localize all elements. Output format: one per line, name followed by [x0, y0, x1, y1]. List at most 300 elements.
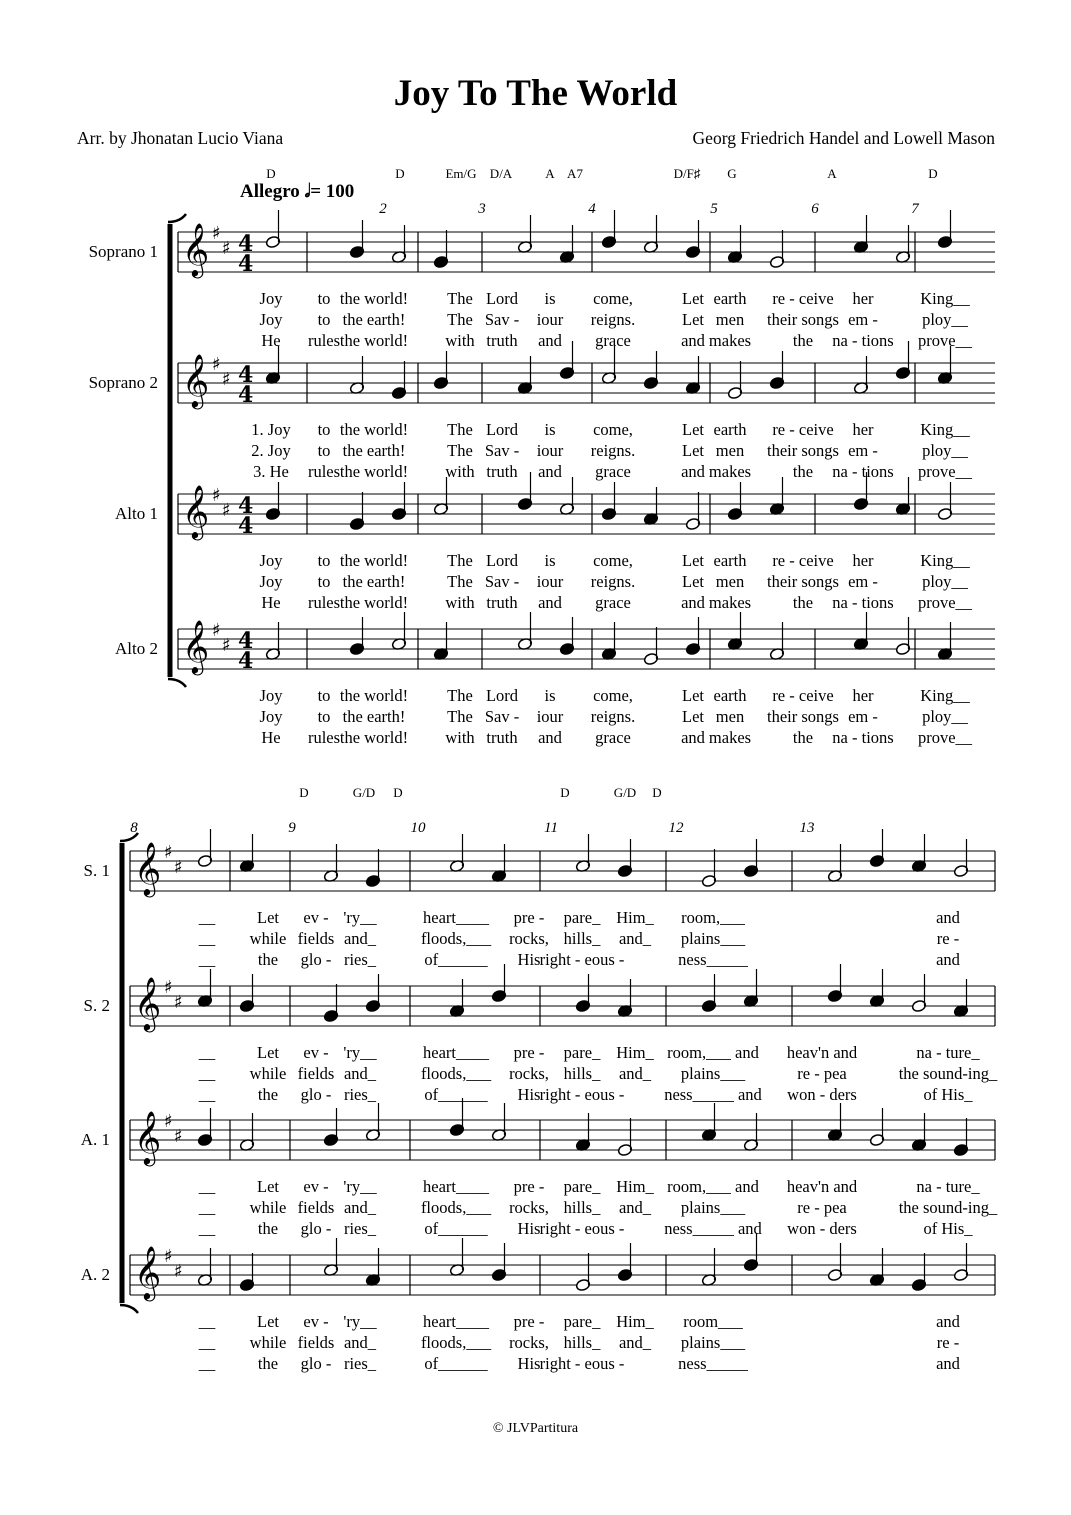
lyric-syllable: Let: [257, 1177, 279, 1196]
chord-symbol: Em/G: [445, 166, 477, 181]
lyric-syllable: the sound-ing_: [898, 1198, 998, 1217]
lyric-syllable: while: [249, 929, 287, 948]
lyric-syllable: come,: [593, 420, 633, 439]
lyric-syllable: grace: [595, 728, 631, 747]
lyric-syllable: to: [317, 420, 331, 439]
measure-number: 11: [544, 820, 558, 836]
lyric-syllable: ploy__: [922, 310, 968, 329]
lyric-syllable: her: [852, 551, 874, 570]
lyric-syllable: Let: [682, 441, 704, 460]
lyric-syllable: The: [447, 707, 473, 726]
lyric-syllable: Let: [257, 908, 279, 927]
lyric-syllable: of His_: [923, 1085, 973, 1104]
lyric-syllable: Sav -: [484, 310, 520, 329]
lyric-syllable: ries_: [343, 950, 377, 969]
time-signature-bottom: 4: [238, 251, 254, 277]
lyric-syllable: of______: [424, 1354, 488, 1373]
lyric-syllable: Sav -: [484, 707, 520, 726]
lyric-syllable: hills_: [563, 1198, 601, 1217]
lyric-syllable: Let: [682, 572, 704, 591]
lyric-syllable: His: [517, 1085, 541, 1104]
lyric-syllable: em -: [848, 310, 878, 329]
lyric-syllable: the: [257, 950, 279, 969]
lyric-syllable: He: [261, 728, 281, 747]
lyric-syllable: re - ceive: [772, 686, 834, 705]
lyric-syllable: and_: [618, 929, 652, 948]
measure-number: 5: [710, 201, 718, 217]
lyric-syllable: men: [715, 572, 745, 591]
half-note-icon: 𝅗𝅥: [304, 181, 311, 201]
lyric-syllable: and_: [343, 929, 377, 948]
lyric-syllable: the: [257, 1219, 279, 1238]
lyric-syllable: __: [198, 1064, 216, 1083]
lyric-syllable: and_: [343, 1333, 377, 1352]
lyric-syllable: rocks,: [509, 1333, 549, 1352]
lyric-syllable: of______: [424, 950, 488, 969]
lyric-syllable: na - ture_: [916, 1177, 980, 1196]
sharp-icon: ♯: [222, 500, 231, 521]
lyric-syllable: ev -: [303, 908, 329, 927]
treble-clef-icon: 𝄞: [134, 841, 162, 895]
lyric-syllable: of______: [424, 1085, 488, 1104]
lyric-syllable: __: [198, 1354, 216, 1373]
lyric-syllable: to: [317, 289, 331, 308]
bracket-bottom-hook: [120, 1305, 138, 1313]
lyric-syllable: ev -: [303, 1177, 329, 1196]
treble-clef-icon: 𝄞: [182, 619, 210, 673]
lyric-syllable: Let: [682, 686, 704, 705]
lyric-syllable: won - ders: [787, 1219, 857, 1238]
part-name: Soprano 1: [88, 242, 158, 261]
lyric-syllable: 1. Joy: [251, 420, 291, 439]
sharp-icon: ♯: [222, 238, 231, 259]
lyric-syllable: to: [317, 572, 331, 591]
part-name: Alto 1: [115, 504, 158, 523]
measure-number: 13: [799, 820, 815, 836]
lyric-syllable: pre -: [513, 908, 545, 927]
treble-clef-icon: 𝄞: [134, 1110, 162, 1164]
time-signature-top: 4: [238, 231, 254, 257]
lyric-syllable: His: [517, 1354, 541, 1373]
lyric-syllable: em -: [848, 707, 878, 726]
lyric-syllable: Sav -: [484, 441, 520, 460]
lyric-syllable: re - ceive: [772, 420, 834, 439]
lyric-syllable: pre -: [513, 1312, 545, 1331]
lyric-syllable: __: [198, 1333, 216, 1352]
sharp-icon: ♯: [212, 223, 221, 244]
lyric-syllable: pare_: [563, 908, 601, 927]
chord-symbol: D: [560, 785, 570, 800]
treble-clef-icon: 𝄞: [182, 484, 210, 538]
chord-symbol: G: [727, 166, 737, 181]
lyric-syllable: Let: [682, 289, 704, 308]
time-signature-top: 4: [238, 362, 254, 388]
lyric-syllable: __: [198, 908, 216, 927]
lyric-syllable: Let: [682, 310, 704, 329]
lyric-syllable: room,___ and: [667, 1043, 759, 1062]
lyric-syllable: heart____: [423, 908, 489, 927]
measure-number: 7: [911, 201, 919, 217]
lyric-syllable: The: [447, 551, 473, 570]
lyric-syllable: their songs: [767, 441, 839, 460]
treble-clef-icon: 𝄞: [134, 1245, 162, 1299]
lyric-syllable: heav'n and: [786, 1177, 858, 1196]
measure-number: 2: [379, 201, 387, 217]
lyric-syllable: and_: [618, 1064, 652, 1083]
lyric-syllable: right - eous -: [539, 1354, 625, 1373]
part-name: A. 2: [80, 1265, 110, 1284]
lyric-syllable: ries_: [343, 1219, 377, 1238]
lyric-syllable: ries_: [343, 1085, 377, 1104]
lyric-syllable: plains___: [680, 1064, 746, 1083]
sharp-icon: ♯: [164, 977, 173, 998]
lyric-syllable: reigns.: [590, 441, 636, 460]
lyric-syllable: of His_: [923, 1219, 973, 1238]
lyric-syllable: truth: [486, 331, 518, 350]
lyric-syllable: right - eous -: [539, 950, 625, 969]
lyric-syllable: to: [317, 441, 331, 460]
lyric-syllable: her: [852, 686, 874, 705]
time-signature-top: 4: [238, 493, 254, 519]
lyric-syllable: re -: [936, 1333, 960, 1352]
lyric-syllable: He: [261, 331, 281, 350]
lyric-syllable: right - eous -: [539, 1085, 625, 1104]
chord-symbol: A: [827, 166, 837, 181]
lyric-syllable: Joy: [259, 707, 283, 726]
time-signature-bottom: 4: [238, 382, 254, 408]
lyric-syllable: grace: [595, 462, 631, 481]
lyric-syllable: to: [317, 551, 331, 570]
chord-symbol: D: [395, 166, 405, 181]
lyric-syllable: truth: [486, 728, 518, 747]
lyric-syllable: The: [447, 420, 473, 439]
lyric-syllable: and: [538, 728, 562, 747]
lyric-syllable: and: [681, 593, 705, 612]
lyric-syllable: King__: [920, 420, 970, 439]
lyric-syllable: King__: [920, 551, 970, 570]
lyric-syllable: heart____: [423, 1312, 489, 1331]
composer-credit: Georg Friedrich Handel and Lowell Mason: [692, 128, 995, 148]
lyric-syllable: ev -: [303, 1312, 329, 1331]
lyric-syllable: Lord: [485, 420, 519, 439]
measure-number: 12: [668, 820, 684, 836]
sharp-icon: ♯: [212, 620, 221, 641]
measure-number: 10: [410, 820, 426, 836]
score-title: Joy To The World: [393, 73, 678, 114]
lyric-syllable: her: [852, 420, 874, 439]
time-signature-top: 4: [238, 628, 254, 654]
lyric-syllable: plains___: [680, 1333, 746, 1352]
sharp-icon: ♯: [212, 485, 221, 506]
sharp-icon: ♯: [164, 1111, 173, 1132]
measure-number: 3: [478, 201, 486, 217]
lyric-syllable: men: [715, 441, 745, 460]
lyric-syllable: Let: [257, 1043, 279, 1062]
lyric-syllable: the world!: [339, 593, 409, 612]
lyric-syllable: floods,___: [420, 929, 492, 948]
lyric-syllable: heart____: [423, 1177, 489, 1196]
lyric-syllable: her: [852, 289, 874, 308]
lyric-syllable: men: [715, 310, 745, 329]
lyric-syllable: the: [792, 728, 814, 747]
lyric-syllable: re - ceive: [772, 289, 834, 308]
lyric-syllable: 3. He: [253, 462, 289, 481]
lyric-syllable: hills_: [563, 1333, 601, 1352]
lyric-syllable: The: [447, 289, 473, 308]
lyric-syllable: Him_: [616, 1177, 654, 1196]
lyric-syllable: to: [317, 686, 331, 705]
lyric-syllable: na - tions: [832, 728, 894, 747]
lyric-syllable: rules: [307, 593, 341, 612]
lyric-syllable: ploy__: [922, 441, 968, 460]
lyric-syllable: pre -: [513, 1043, 545, 1062]
lyric-syllable: with: [445, 331, 475, 350]
lyric-syllable: King__: [920, 289, 970, 308]
chord-symbol: G/D: [613, 785, 637, 800]
lyric-syllable: 'ry__: [343, 1312, 377, 1331]
lyric-syllable: and: [681, 462, 705, 481]
lyric-syllable: Joy: [259, 572, 283, 591]
lyric-syllable: iour: [536, 310, 564, 329]
part-name: A. 1: [80, 1130, 110, 1149]
lyric-syllable: ploy__: [922, 572, 968, 591]
lyric-syllable: the world!: [339, 728, 409, 747]
lyric-syllable: ries_: [343, 1354, 377, 1373]
lyric-syllable: men: [715, 707, 745, 726]
lyric-syllable: to: [317, 707, 331, 726]
lyric-syllable: and: [538, 593, 562, 612]
lyric-syllable: na - ture_: [916, 1043, 980, 1062]
lyric-syllable: reigns.: [590, 310, 636, 329]
lyric-syllable: with: [445, 593, 475, 612]
lyric-syllable: grace: [595, 593, 631, 612]
lyric-syllable: Lord: [485, 551, 519, 570]
lyric-syllable: glo -: [300, 1085, 332, 1104]
lyric-syllable: Let: [682, 420, 704, 439]
treble-clef-icon: 𝄞: [134, 976, 162, 1030]
lyric-syllable: rules: [307, 728, 341, 747]
lyric-syllable: come,: [593, 289, 633, 308]
sharp-icon: ♯: [174, 1126, 183, 1147]
lyric-syllable: na - tions: [832, 331, 894, 350]
lyric-syllable: makes: [708, 331, 752, 350]
lyric-syllable: with: [445, 462, 475, 481]
lyric-syllable: The: [447, 441, 473, 460]
lyric-syllable: reigns.: [590, 572, 636, 591]
lyric-syllable: fields: [297, 929, 335, 948]
lyric-syllable: earth: [713, 289, 747, 308]
lyric-syllable: the world!: [339, 420, 409, 439]
sharp-icon: ♯: [164, 1246, 173, 1267]
chord-symbol: D: [266, 166, 276, 181]
lyric-syllable: His: [517, 950, 541, 969]
lyric-syllable: floods,___: [420, 1064, 492, 1083]
lyric-syllable: The: [447, 310, 473, 329]
measure-number: 4: [588, 201, 596, 217]
lyric-syllable: floods,___: [420, 1333, 492, 1352]
lyric-syllable: __: [198, 1219, 216, 1238]
lyric-syllable: and: [936, 950, 960, 969]
lyric-syllable: makes: [708, 462, 752, 481]
lyric-syllable: the world!: [339, 331, 409, 350]
lyric-syllable: fields: [297, 1333, 335, 1352]
lyric-syllable: fields: [297, 1198, 335, 1217]
lyric-syllable: heav'n and: [786, 1043, 858, 1062]
lyric-syllable: the: [792, 593, 814, 612]
lyric-syllable: prove__: [917, 593, 973, 612]
lyric-syllable: __: [198, 1043, 216, 1062]
lyric-syllable: truth: [486, 593, 518, 612]
measure-number: 9: [288, 820, 296, 836]
measure-number: 8: [130, 820, 138, 836]
lyric-syllable: King__: [920, 686, 970, 705]
lyric-syllable: the earth!: [342, 572, 406, 591]
sharp-icon: ♯: [164, 842, 173, 863]
lyric-syllable: earth: [713, 686, 747, 705]
lyric-syllable: while: [249, 1198, 287, 1217]
lyric-syllable: and_: [618, 1198, 652, 1217]
lyric-syllable: glo -: [300, 950, 332, 969]
lyric-syllable: the: [792, 331, 814, 350]
lyric-syllable: and_: [343, 1064, 377, 1083]
lyric-syllable: truth: [486, 462, 518, 481]
lyric-syllable: pare_: [563, 1177, 601, 1196]
lyric-syllable: Lord: [485, 289, 519, 308]
lyric-syllable: re - ceive: [772, 551, 834, 570]
lyric-syllable: makes: [708, 593, 752, 612]
lyric-syllable: Him_: [616, 908, 654, 927]
lyric-syllable: is: [544, 420, 556, 439]
lyric-syllable: Joy: [259, 310, 283, 329]
lyric-syllable: right - eous -: [539, 1219, 625, 1238]
lyric-syllable: The: [447, 572, 473, 591]
lyric-syllable: __: [198, 1085, 216, 1104]
chord-symbol: D/A: [489, 166, 513, 181]
lyric-syllable: come,: [593, 686, 633, 705]
lyric-syllable: __: [198, 929, 216, 948]
lyric-syllable: their songs: [767, 310, 839, 329]
lyric-syllable: iour: [536, 441, 564, 460]
lyric-syllable: room___: [683, 1312, 743, 1331]
lyric-syllable: is: [544, 686, 556, 705]
lyric-syllable: __: [198, 1177, 216, 1196]
sharp-icon: ♯: [222, 369, 231, 390]
chord-symbol: D: [299, 785, 309, 800]
lyric-syllable: while: [249, 1333, 287, 1352]
lyric-syllable: Lord: [485, 686, 519, 705]
sharp-icon: ♯: [174, 857, 183, 878]
lyric-syllable: come,: [593, 551, 633, 570]
lyric-syllable: and_: [343, 1198, 377, 1217]
lyric-syllable: Joy: [259, 289, 283, 308]
lyric-syllable: and: [936, 1354, 960, 1373]
lyric-syllable: pare_: [563, 1312, 601, 1331]
lyric-syllable: the earth!: [342, 441, 406, 460]
lyric-syllable: iour: [536, 707, 564, 726]
lyric-syllable: room,___ and: [667, 1177, 759, 1196]
lyric-syllable: floods,___: [420, 1198, 492, 1217]
lyric-syllable: Sav -: [484, 572, 520, 591]
arranger-credit: Arr. by Jhonatan Lucio Viana: [77, 128, 284, 148]
lyric-syllable: ness_____ and: [664, 1219, 762, 1238]
lyric-syllable: and: [681, 728, 705, 747]
lyric-syllable: reigns.: [590, 707, 636, 726]
lyric-syllable: prove__: [917, 331, 973, 350]
lyric-syllable: Joy: [259, 686, 283, 705]
lyric-syllable: while: [249, 1064, 287, 1083]
sharp-icon: ♯: [222, 635, 231, 656]
lyric-syllable: and: [936, 1312, 960, 1331]
lyric-syllable: and: [936, 908, 960, 927]
lyric-syllable: won - ders: [787, 1085, 857, 1104]
chord-symbol: A7: [567, 166, 583, 181]
lyric-syllable: heart____: [423, 1043, 489, 1062]
lyric-syllable: re - pea: [797, 1064, 847, 1083]
lyric-syllable: 'ry__: [343, 1177, 377, 1196]
lyric-syllable: ness_____: [678, 950, 748, 969]
bracket-top-hook: [168, 214, 186, 222]
chord-symbol: D: [652, 785, 662, 800]
lyric-syllable: na - tions: [832, 462, 894, 481]
lyric-syllable: the earth!: [342, 310, 406, 329]
lyric-syllable: He: [261, 593, 281, 612]
lyric-syllable: Let: [682, 551, 704, 570]
lyric-syllable: glo -: [300, 1219, 332, 1238]
lyric-syllable: and: [538, 462, 562, 481]
part-name: Soprano 2: [88, 373, 158, 392]
lyric-syllable: glo -: [300, 1354, 332, 1373]
lyric-syllable: em -: [848, 441, 878, 460]
time-signature-bottom: 4: [238, 648, 254, 674]
lyric-syllable: His: [517, 1219, 541, 1238]
lyric-syllable: rules: [307, 331, 341, 350]
lyric-syllable: their songs: [767, 572, 839, 591]
time-signature-bottom: 4: [238, 513, 254, 539]
lyric-syllable: 'ry__: [343, 1043, 377, 1062]
tempo-bpm: = 100: [310, 181, 355, 202]
lyric-syllable: their songs: [767, 707, 839, 726]
lyric-syllable: with: [445, 728, 475, 747]
lyric-syllable: ness_____: [678, 1354, 748, 1373]
part-name: S. 2: [83, 996, 110, 1015]
chord-symbol: A: [545, 166, 555, 181]
lyric-syllable: the: [792, 462, 814, 481]
lyric-syllable: fields: [297, 1064, 335, 1083]
lyric-syllable: ploy__: [922, 707, 968, 726]
lyric-syllable: is: [544, 551, 556, 570]
chord-symbol: D: [928, 166, 938, 181]
lyric-syllable: re -: [936, 929, 960, 948]
lyric-syllable: Let: [257, 1312, 279, 1331]
sharp-icon: ♯: [174, 1261, 183, 1282]
part-name: Alto 2: [115, 639, 158, 658]
lyric-syllable: pre -: [513, 1177, 545, 1196]
measure-number: 6: [811, 201, 819, 217]
chord-symbol: D/F♯: [673, 166, 701, 181]
lyric-syllable: rocks,: [509, 929, 549, 948]
lyric-syllable: makes: [708, 728, 752, 747]
lyric-syllable: and: [681, 331, 705, 350]
lyric-syllable: iour: [536, 572, 564, 591]
lyric-syllable: em -: [848, 572, 878, 591]
lyric-syllable: and: [538, 331, 562, 350]
lyric-syllable: grace: [595, 331, 631, 350]
lyric-syllable: the world!: [339, 686, 409, 705]
lyric-syllable: the earth!: [342, 707, 406, 726]
lyric-syllable: earth: [713, 551, 747, 570]
lyric-syllable: Let: [682, 707, 704, 726]
lyric-syllable: is: [544, 289, 556, 308]
